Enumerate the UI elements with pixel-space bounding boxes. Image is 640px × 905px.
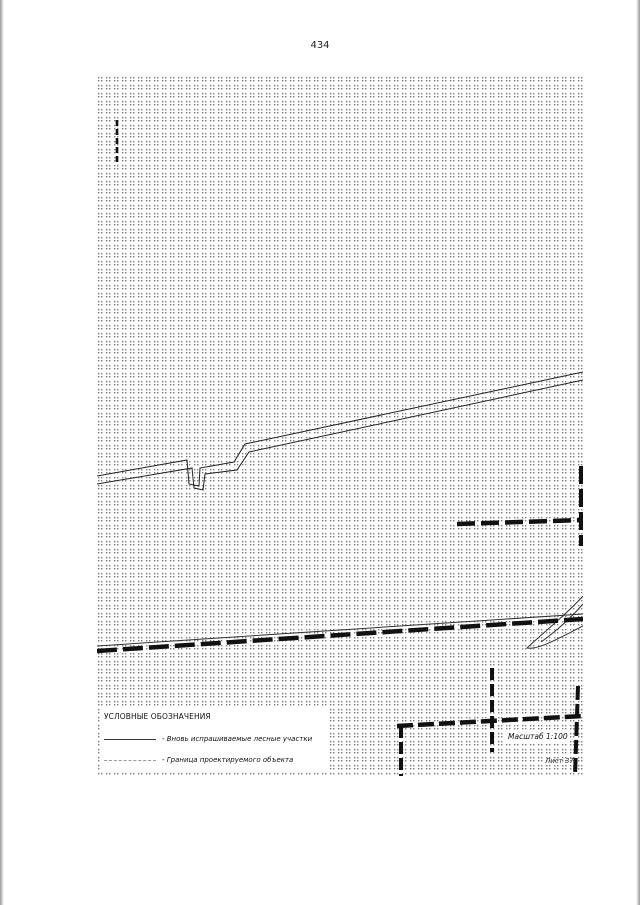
page-edge-left	[0, 0, 4, 905]
legend-item-label: - Граница проектируемого объекта	[162, 756, 294, 764]
forest-dot-grid	[97, 76, 583, 776]
scale-label-box	[506, 731, 568, 743]
sheet-label: Лист 37	[545, 757, 574, 765]
map-canvas	[97, 76, 583, 776]
legend-dashed-line-symbol	[104, 760, 156, 761]
legend-item-forest-plots	[104, 735, 328, 745]
legend-item-label: - Вновь испрашиваемые лесные участки	[162, 735, 313, 743]
legend-item-object-boundary	[104, 756, 328, 766]
map-frame	[97, 76, 583, 776]
legend-solid-line-symbol	[104, 739, 156, 740]
page-edge-right	[636, 0, 640, 905]
page-number: 434	[310, 40, 330, 51]
scale-label: Масштаб 1:100	[508, 732, 568, 741]
legend-title: УСЛОВНЫЕ ОБОЗНАЧЕНИЯ	[104, 712, 211, 721]
map-legend	[100, 708, 328, 770]
